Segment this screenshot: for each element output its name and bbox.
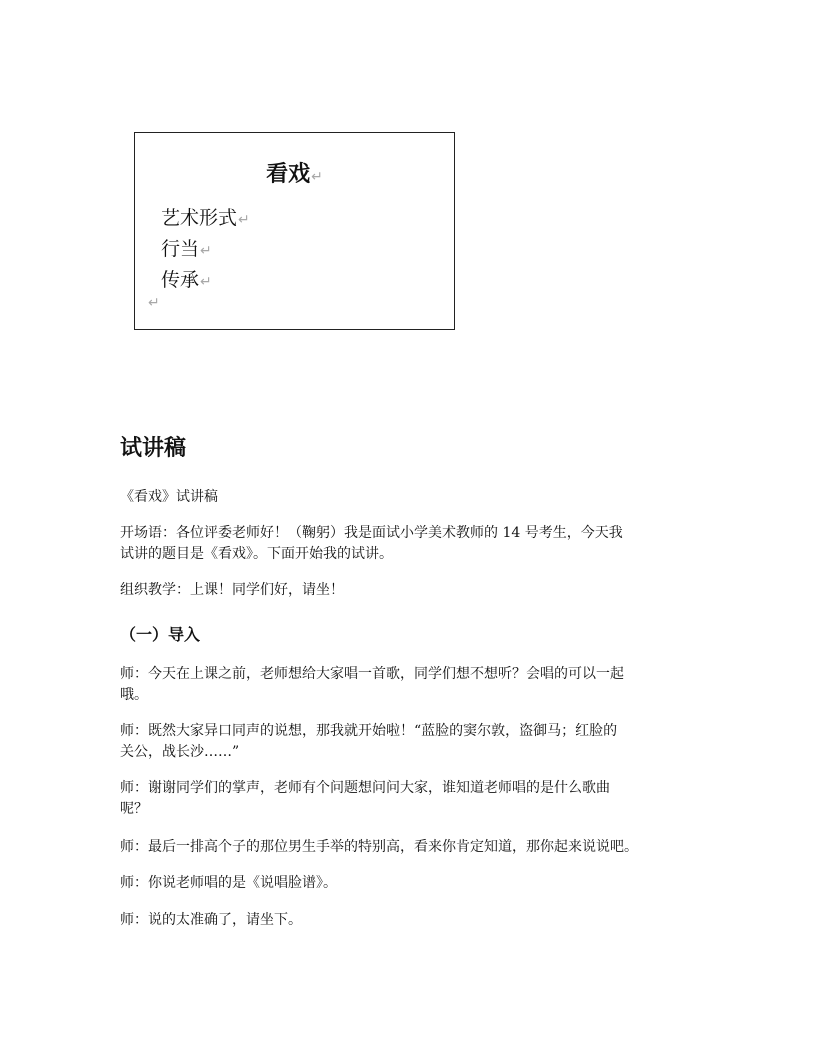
paragraph-mark-icon: ↵ xyxy=(200,274,212,290)
dialogue-paragraph: 师：说的太准确了，请坐下。 xyxy=(120,912,302,928)
dialogue-paragraph: 师：既然大家异口同声的说想，那我就开始啦！“蓝脸的窦尔敦，盗御马；红脸的 关公，战长沙……” xyxy=(120,723,618,760)
page-title: 试讲稿 xyxy=(120,436,187,461)
subtitle: 《看戏》试讲稿 xyxy=(120,489,218,505)
board-item: 艺术形式↵ xyxy=(161,207,250,229)
section-heading: （一）导入 xyxy=(120,625,201,644)
board-item: 行当↵ xyxy=(161,238,212,260)
dialogue-paragraph: 师：今天在上课之前，老师想给大家唱一首歌，同学们想不想听？会唱的可以一起 哦。 xyxy=(120,666,624,703)
paragraph-mark-icon: ↵ xyxy=(148,295,160,311)
opening-paragraph: 开场语：各位评委老师好！（鞠躬）我是面试小学美术教师的 14 号考生，今天我 试讲的题目是《看戏》。下面开始我的试讲。 xyxy=(120,525,623,562)
paragraph-mark-icon: ↵ xyxy=(200,243,212,259)
dialogue-paragraph: 师：谢谢同学们的掌声，老师有个问题想问问大家，谁知道老师唱的是什么歌曲 呢？ xyxy=(120,780,610,817)
paragraph-mark-icon: ↵ xyxy=(238,212,250,228)
board-item: 传承↵ xyxy=(161,269,212,291)
board-title: 看戏↵ xyxy=(266,162,323,187)
dialogue-paragraph: 师：最后一排高个子的那位男生手举的特别高，看来你肯定知道，那你起来说说吧。 xyxy=(120,839,638,855)
board-item-list xyxy=(161,203,250,296)
paragraph-mark-icon: ↵ xyxy=(311,169,323,185)
blackboard-design-box xyxy=(134,132,455,330)
organize-paragraph: 组织教学：上课！同学们好，请坐！ xyxy=(120,582,344,598)
dialogue-paragraph: 师：你说老师唱的是《说唱脸谱》。 xyxy=(120,875,337,891)
